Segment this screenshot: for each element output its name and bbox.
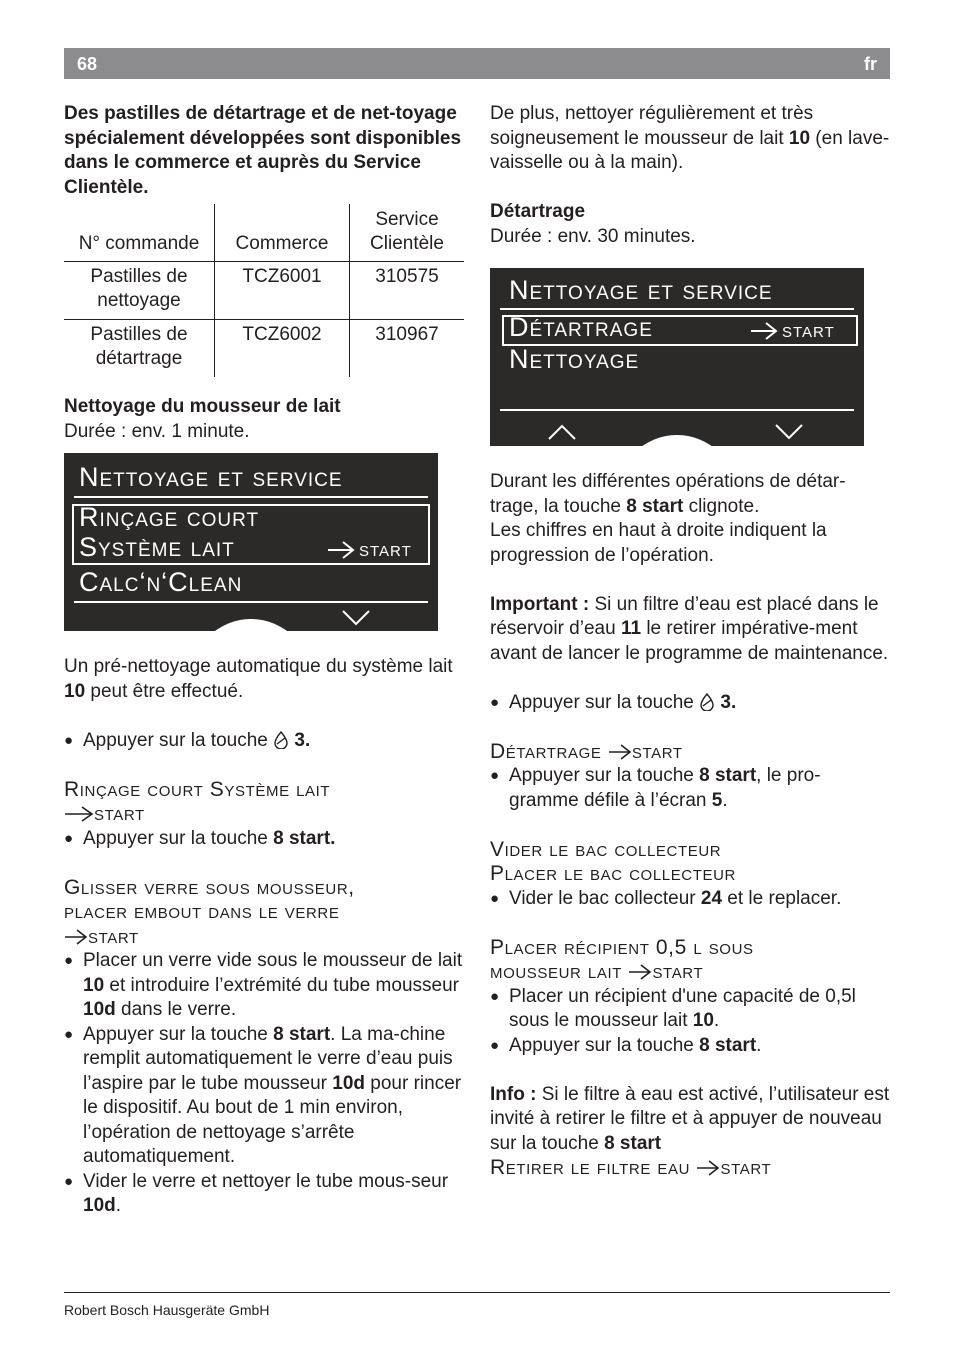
descaling-duration: Durée : env. 30 minutes. [490,225,696,247]
bullet-press-steam-key: ● Appuyer sur la touche 3. [490,691,890,716]
bullet-press-start-rinse: ● Appuyer sur la touche 8 start. La ma-chine remplit automatiquement le verre d’eau puis l’aspire par le tube mousseur 10d pour rincer le dispositif. Au bout de 1 min environ, l’opération de nettoyage s’arrête automatiquement. [64,1023,464,1170]
pre-clean-paragraph: Un pré-nettoyage automatique du système lait 10 peut être effectué. [64,656,453,702]
screen-divider [74,601,428,603]
progress-paragraph: Les chiffres en haut à droite indiquent la progression de l’opération. [490,520,827,566]
arrow-right-icon [628,960,652,983]
page-number: 68 [77,54,98,74]
screen-dial-arc [191,619,311,631]
arrow-right-icon [64,802,94,825]
screen-dial-arc [617,435,737,446]
footer-divider [64,1292,890,1293]
arrow-right-icon [750,319,778,344]
screen-msg-rinse-milk: Rinçage court Système lait [64,777,331,801]
descaling-heading: Détartrage [490,201,586,222]
milk-duration: Durée : env. 1 minute. [64,420,250,442]
display-screen-descaling [490,268,864,446]
screen-msg-glass: Glisser verre sous mousseur, [64,875,355,899]
important-paragraph: Important : Si un filtre d’eau est placé dans le réservoir d’eau 11 le retirer impérative-ment avant de lancer le programme de maintenance. [490,593,889,664]
steam-key-icon [699,692,715,713]
bullet-press-start-descale: ● Appuyer sur la touche 8 start, le pro-gramme défile à l’écran 5. [490,764,890,813]
screen-msg-empty-tray: Vider le bac collecteur [490,837,722,861]
screen-start-label: start [359,536,412,561]
table-header-commerce: Commerce [215,204,350,262]
bullet-press-start: ● Appuyer sur la touche 8 start. [64,827,464,852]
table-cell: TCZ6001 [215,262,350,320]
bullet-press-steam-key: ● Appuyer sur la touche 3. [64,729,464,754]
bullet-place-container: ● Placer un récipient d'une capacité de 0,5l sous le mousseur lait 10. [490,985,890,1034]
table-header-order: N° commande [64,204,215,262]
screen-msg-place-tray: Placer le bac collecteur [490,862,736,885]
info-paragraph: Info : Si le filtre à eau est activé, l’utilisateur est invité à retirer le filtre et à appuyer de nouveau sur la touche 8 start [490,1083,890,1154]
table-cell: 310575 [350,262,465,320]
language-code: fr [864,54,877,74]
screen-divider [500,409,854,411]
screen-start-label: start [782,317,835,342]
table-cell: TCZ6002 [215,320,350,378]
arrow-right-icon [64,925,88,948]
screen-msg-milk-frother: mousseur lait start [490,960,704,983]
milk-heading: Nettoyage du mousseur de lait [64,396,341,417]
screen-title: Nettoyage et service [509,275,773,305]
screen-msg-nozzle: placer embout dans le verre [64,900,340,923]
bullet-press-start-final: ● Appuyer sur la touche 8 start. [490,1034,890,1059]
clean-regularly-paragraph: De plus, nettoyer régulièrement et très soigneusement le mousseur de lait 10 (en lave-vaisselle ou à la main). [490,103,890,173]
screen-divider [74,496,428,498]
table-cell: Pastilles de détartrage [90,324,188,369]
chevron-down-icon [775,420,803,445]
bullet-place-glass: ● Placer un verre vide sous le mousseur de lait 10 et introduire l’extrémité du tube mousseur 10d dans le verre. [64,949,464,1023]
table-row [64,262,464,320]
screen-item-descaling: Détartrage [509,312,653,342]
intro-paragraph: Des pastilles de détartrage et de net-toyage spécialement développées sont disponibles dans le commerce et auprès du Service Clientèle. [64,103,462,198]
screen-msg-start: start [64,925,464,950]
table-row [64,320,464,378]
display-screen-milk [64,453,438,631]
screen-msg-start: start [64,802,464,827]
screen-item-cleaning: Nettoyage [509,344,640,374]
screen-msg-remove-filter: Retirer le filtre eau start [490,1156,772,1179]
chevron-down-icon [342,606,370,631]
right-column [490,102,890,1181]
arrow-right-icon [327,538,355,563]
screen-title: Nettoyage et service [79,462,343,492]
table-header-service: Service Clientèle [350,204,465,262]
tablets-table [64,204,464,377]
screen-item-milk-system: Système lait [79,532,235,562]
chevron-up-icon [548,420,576,445]
bullet-empty-glass: ● Vider le verre et nettoyer le tube mous-seur 10d. [64,1170,464,1219]
blink-paragraph: Durant les différentes opérations de détar-trage, la touche 8 start clignote. [490,471,846,517]
screen-msg-descaling: Détartrage start [490,739,683,763]
arrow-right-icon [696,1156,720,1179]
bullet-empty-tray: ● Vider le bac collecteur 24 et le replacer. [490,887,890,912]
table-cell: Pastilles de nettoyage [64,262,215,320]
screen-item-rinse: Rinçage court [79,502,260,532]
left-column [64,102,464,1219]
footer-company: Robert Bosch Hausgeräte GmbH [64,1302,270,1318]
arrow-right-icon [608,740,632,763]
screen-msg-place-container: Placer récipient 0,5 l sous [490,935,754,959]
table-cell: 310967 [350,320,465,378]
steam-key-icon [273,730,289,751]
screen-divider [500,308,854,310]
header-bar [64,48,890,79]
screen-item-calc-n-clean: Calc‘n‘Clean [79,567,243,597]
